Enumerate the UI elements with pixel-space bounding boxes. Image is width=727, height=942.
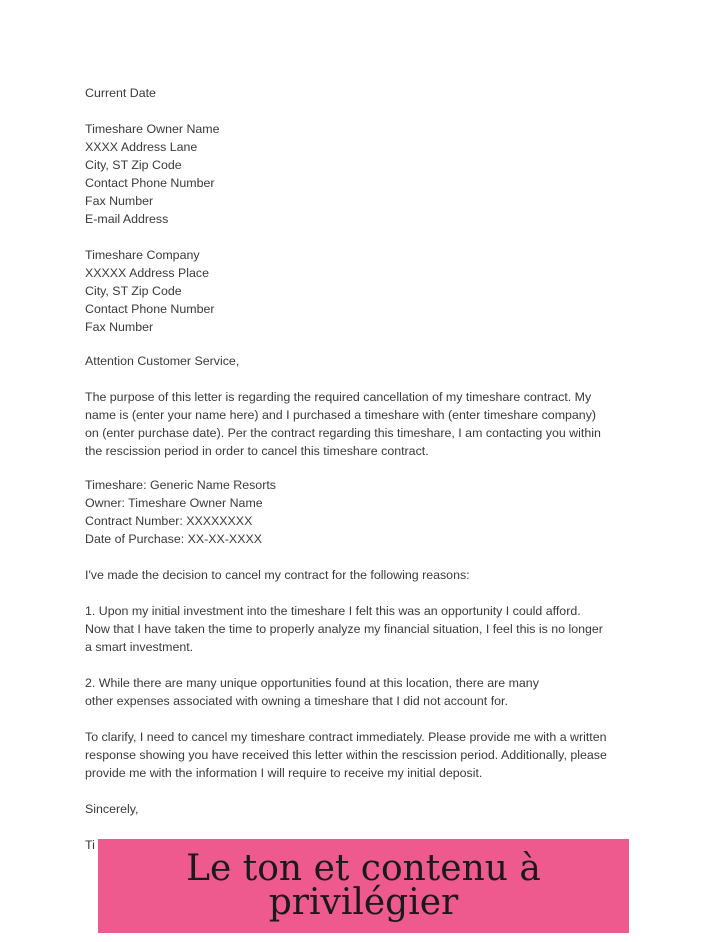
- intro-line: the rescission period in order to cancel this timeshare contract.: [85, 444, 429, 458]
- cancellation-letter: [85, 84, 650, 854]
- reason-2: [85, 674, 650, 710]
- reason-line: 2. While there are many unique opportunities found at this location, there are many: [85, 676, 539, 690]
- title-banner: [98, 839, 629, 933]
- intro-line: on (enter purchase date). Per the contract regarding this timeshare, I am contacting you within: [85, 426, 601, 440]
- banner-title-line2: privilégier: [268, 882, 459, 923]
- reasons-intro: I've made the decision to cancel my contract for the following reasons:: [85, 568, 470, 582]
- reason-line: 1. Upon my initial investment into the timeshare I felt this was an opportunity I could afford.: [85, 604, 581, 618]
- reason-line: other expenses associated with owning a timeshare that I did not account for.: [85, 694, 508, 708]
- sender-name: Timeshare Owner Name: [85, 122, 220, 136]
- sender-address-block: [85, 120, 650, 228]
- detail-contract-number: Contract Number: XXXXXXXX: [85, 514, 253, 528]
- detail-timeshare: Timeshare: Generic Name Resorts: [85, 478, 276, 492]
- recipient-address-block: [85, 246, 650, 336]
- closing-line: provide me with the information I will require to receive my initial deposit.: [85, 766, 483, 780]
- detail-purchase-date: Date of Purchase: XX-XX-XXXX: [85, 532, 262, 546]
- sender-city: City, ST Zip Code: [85, 158, 182, 172]
- detail-owner: Owner: Timeshare Owner Name: [85, 496, 263, 510]
- closing-paragraph: [85, 728, 650, 782]
- signoff: Sincerely,: [85, 802, 139, 816]
- sender-email: E-mail Address: [85, 212, 169, 226]
- letter-date: Current Date: [85, 86, 156, 100]
- sender-phone: Contact Phone Number: [85, 176, 215, 190]
- intro-line: The purpose of this letter is regarding the required cancellation of my timeshare contract. My: [85, 390, 592, 404]
- recipient-street: XXXXX Address Place: [85, 266, 209, 280]
- recipient-fax: Fax Number: [85, 320, 154, 334]
- sender-street: XXXX Address Lane: [85, 140, 198, 154]
- intro-line: name is (enter your name here) and I purchased a timeshare with (enter timeshare company): [85, 408, 597, 422]
- reason-line: a smart investment.: [85, 640, 194, 654]
- intro-paragraph: [85, 388, 650, 460]
- signature-name-partial: Ti: [85, 838, 95, 852]
- recipient-city: City, ST Zip Code: [85, 284, 182, 298]
- salutation: Attention Customer Service,: [85, 354, 240, 368]
- banner-title-line1: Le ton et contenu à: [186, 848, 541, 889]
- reason-line: Now that I have taken the time to properly analyze my financial situation, I feel this is no longer: [85, 622, 603, 636]
- closing-line: To clarify, I need to cancel my timeshare contract immediately. Please provide me with a written: [85, 730, 607, 744]
- recipient-company: Timeshare Company: [85, 248, 200, 262]
- closing-line: response showing you have received this letter within the rescission period. Additionally, please: [85, 748, 607, 762]
- contract-details: [85, 476, 650, 548]
- recipient-phone: Contact Phone Number: [85, 302, 215, 316]
- reason-1: [85, 602, 650, 656]
- sender-fax: Fax Number: [85, 194, 154, 208]
